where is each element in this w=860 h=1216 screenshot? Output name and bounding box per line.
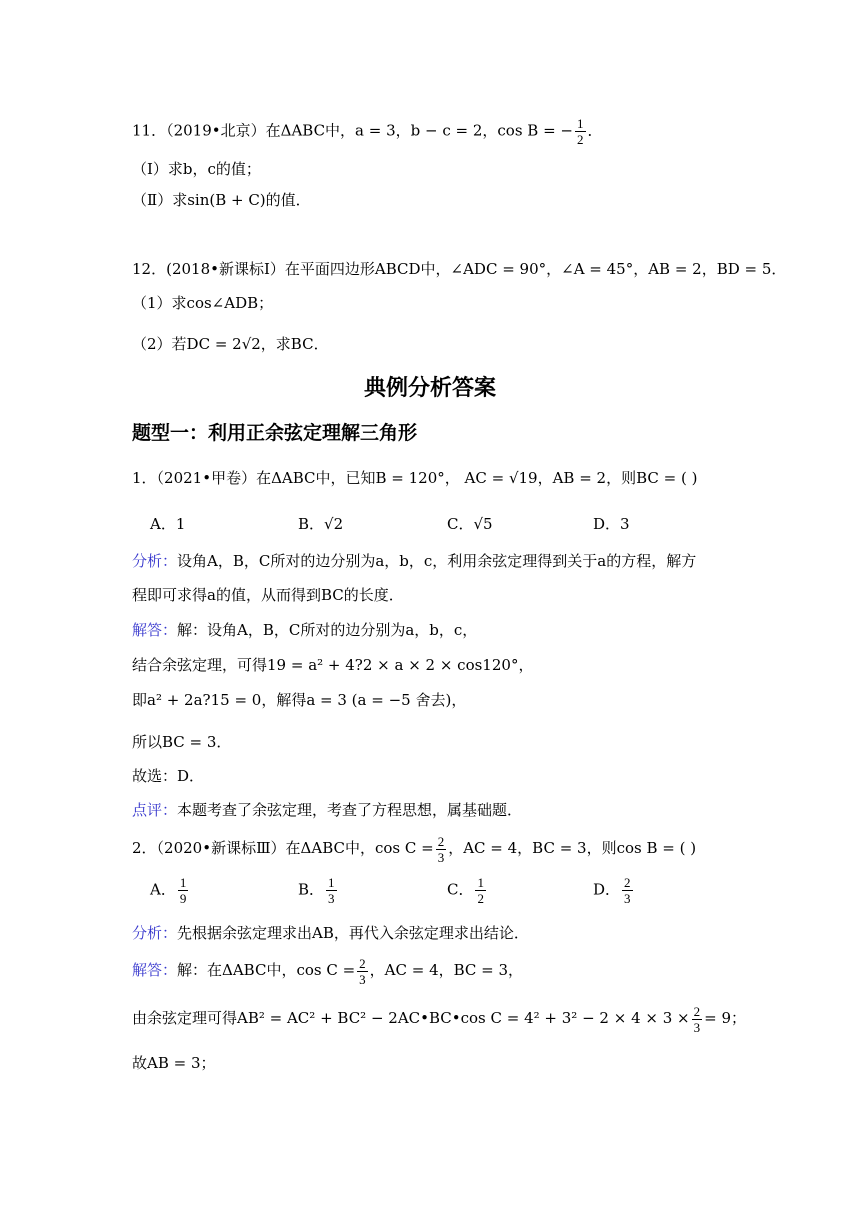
p1-answer-line3: 即a² + 2a?15 = 0，解得a = 3 (a = −5 舍去)， xyxy=(132,691,467,709)
p1-answer-text1: 解：设角A，B，C所对的边分别为a，b，c， xyxy=(177,621,478,639)
p2-answer-frac2-den: 3 xyxy=(693,1019,701,1035)
p1-analysis-label: 分析： xyxy=(132,552,178,570)
p2-option-d xyxy=(593,875,635,906)
p1-analysis-text1: 设角A，B，C所对的边分别为a，b，c，利用余弦定理得到关于a的方程，解方 xyxy=(177,552,697,570)
p1-comment-text: 本题考查了余弦定理，考查了方程思想，属基础题． xyxy=(177,801,523,819)
page-title: 典例分析答案 xyxy=(363,376,496,401)
p2-stem-fraction xyxy=(436,834,447,865)
p2-option-c-num: 1 xyxy=(477,875,484,890)
p2-option-b-label: B． xyxy=(298,880,325,899)
q12-stem: 12．(2018•新课标Ⅰ）在平面四边形ABCD中，∠ADC = 90°，∠A = 45°，AB = 2，BD = 5． xyxy=(132,260,787,278)
p2-option-c xyxy=(447,875,488,906)
p1-answer-line5: 故选：D． xyxy=(132,767,205,785)
p2-stem-frac-num: 2 xyxy=(437,833,445,849)
p2-stem-text-b: ，AC = 4，BC = 3，则cos B = ( ) xyxy=(448,839,697,857)
p2-answer-label: 解答： xyxy=(132,961,178,979)
q11-frac-num: 1 xyxy=(577,116,584,131)
p2-answer-line1 xyxy=(132,955,523,987)
p1-analysis-line2: 程即可求得a的值，从而得到BC的长度． xyxy=(132,586,404,604)
p1-comment xyxy=(132,800,522,820)
q11-stem-text: 11．（2019•北京）在ΔABC中，a = 3，b − c = 2，cos B = − xyxy=(132,121,573,140)
section-heading: 题型一：利用正余弦定理解三角形 xyxy=(132,422,418,444)
p2-answer-text1a: 解：在ΔABC中，cos C = xyxy=(177,961,356,979)
p2-answer-frac1 xyxy=(357,956,368,987)
p2-option-c-den: 2 xyxy=(477,891,484,906)
p2-stem-text-a: 2．（2020•新课标Ⅲ）在ΔABC中，cos C = xyxy=(132,839,434,857)
q12-part1: （1）求cos∠ADB； xyxy=(132,294,274,312)
p2-answer-text2a: 由余弦定理可得AB² = AC² + BC² − 2AC•BC•cos C = 4² + 3² − 2 × 4 × 3 × xyxy=(132,1009,690,1027)
p2-option-d-den: 3 xyxy=(624,891,631,906)
p2-stem-frac-den: 3 xyxy=(437,849,445,865)
p2-option-a-num: 1 xyxy=(179,875,187,890)
q11-frac-den: 2 xyxy=(577,132,584,147)
p2-option-a xyxy=(150,875,190,906)
q12-part2: （2）若DC = 2√2，求BC． xyxy=(132,335,329,353)
p2-answer-text2b: = 9； xyxy=(704,1009,746,1027)
p2-answer-line3: 故AB = 3； xyxy=(132,1054,216,1072)
p2-option-a-label: A． xyxy=(150,880,176,899)
p1-answer-line2: 结合余弦定理，可得19 = a² + 4?2 × a × 2 × cos120°， xyxy=(132,656,534,674)
p2-option-d-frac xyxy=(622,875,633,906)
q11-stem xyxy=(132,116,603,147)
p2-stem xyxy=(132,833,696,865)
p1-answer-line1 xyxy=(132,620,477,640)
p1-option-d: D．3 xyxy=(593,515,630,533)
p2-option-a-den: 9 xyxy=(179,891,187,906)
p2-analysis-label: 分析： xyxy=(132,924,178,942)
p2-option-c-label: C． xyxy=(447,880,474,899)
p2-answer-frac1-num: 2 xyxy=(359,955,366,971)
p2-option-b-num: 1 xyxy=(328,875,335,890)
p2-answer-text1b: ，AC = 4，BC = 3， xyxy=(369,961,524,979)
q11-fraction xyxy=(575,116,586,147)
p1-option-c: C．√5 xyxy=(447,515,493,533)
p1-option-a: A．1 xyxy=(150,515,186,533)
p2-option-b xyxy=(298,875,339,906)
p2-answer-frac2 xyxy=(692,1004,703,1035)
p2-option-d-num: 2 xyxy=(624,875,631,890)
p1-stem: 1．（2021•甲卷）在ΔABC中，已知B = 120°， AC = √19，AB = 2，则BC = ( ) xyxy=(132,469,698,487)
p1-option-b: B．√2 xyxy=(298,515,344,533)
p2-answer-frac1-den: 3 xyxy=(359,971,366,987)
p2-option-c-frac xyxy=(475,875,486,906)
p2-answer-line2 xyxy=(132,1003,746,1035)
p2-option-b-frac xyxy=(326,875,337,906)
q11-part1: （Ⅰ）求b，c的值； xyxy=(132,160,261,178)
p2-option-d-label: D． xyxy=(593,880,621,899)
p1-answer-label: 解答： xyxy=(132,621,178,639)
p2-answer-frac2-num: 2 xyxy=(693,1003,701,1019)
p2-analysis-text: 先根据余弦定理求出AB，再代入余弦定理求出结论． xyxy=(177,924,529,942)
p1-comment-label: 点评： xyxy=(132,801,178,819)
q11-stem-end: ． xyxy=(587,121,603,140)
p2-option-a-frac xyxy=(178,875,189,906)
p1-analysis-line1 xyxy=(132,551,696,571)
p2-analysis xyxy=(132,923,529,943)
q11-part2: （Ⅱ）求sin(B + C)的值． xyxy=(132,191,311,209)
p1-answer-line4: 所以BC = 3． xyxy=(132,733,232,751)
p2-option-b-den: 3 xyxy=(328,891,335,906)
